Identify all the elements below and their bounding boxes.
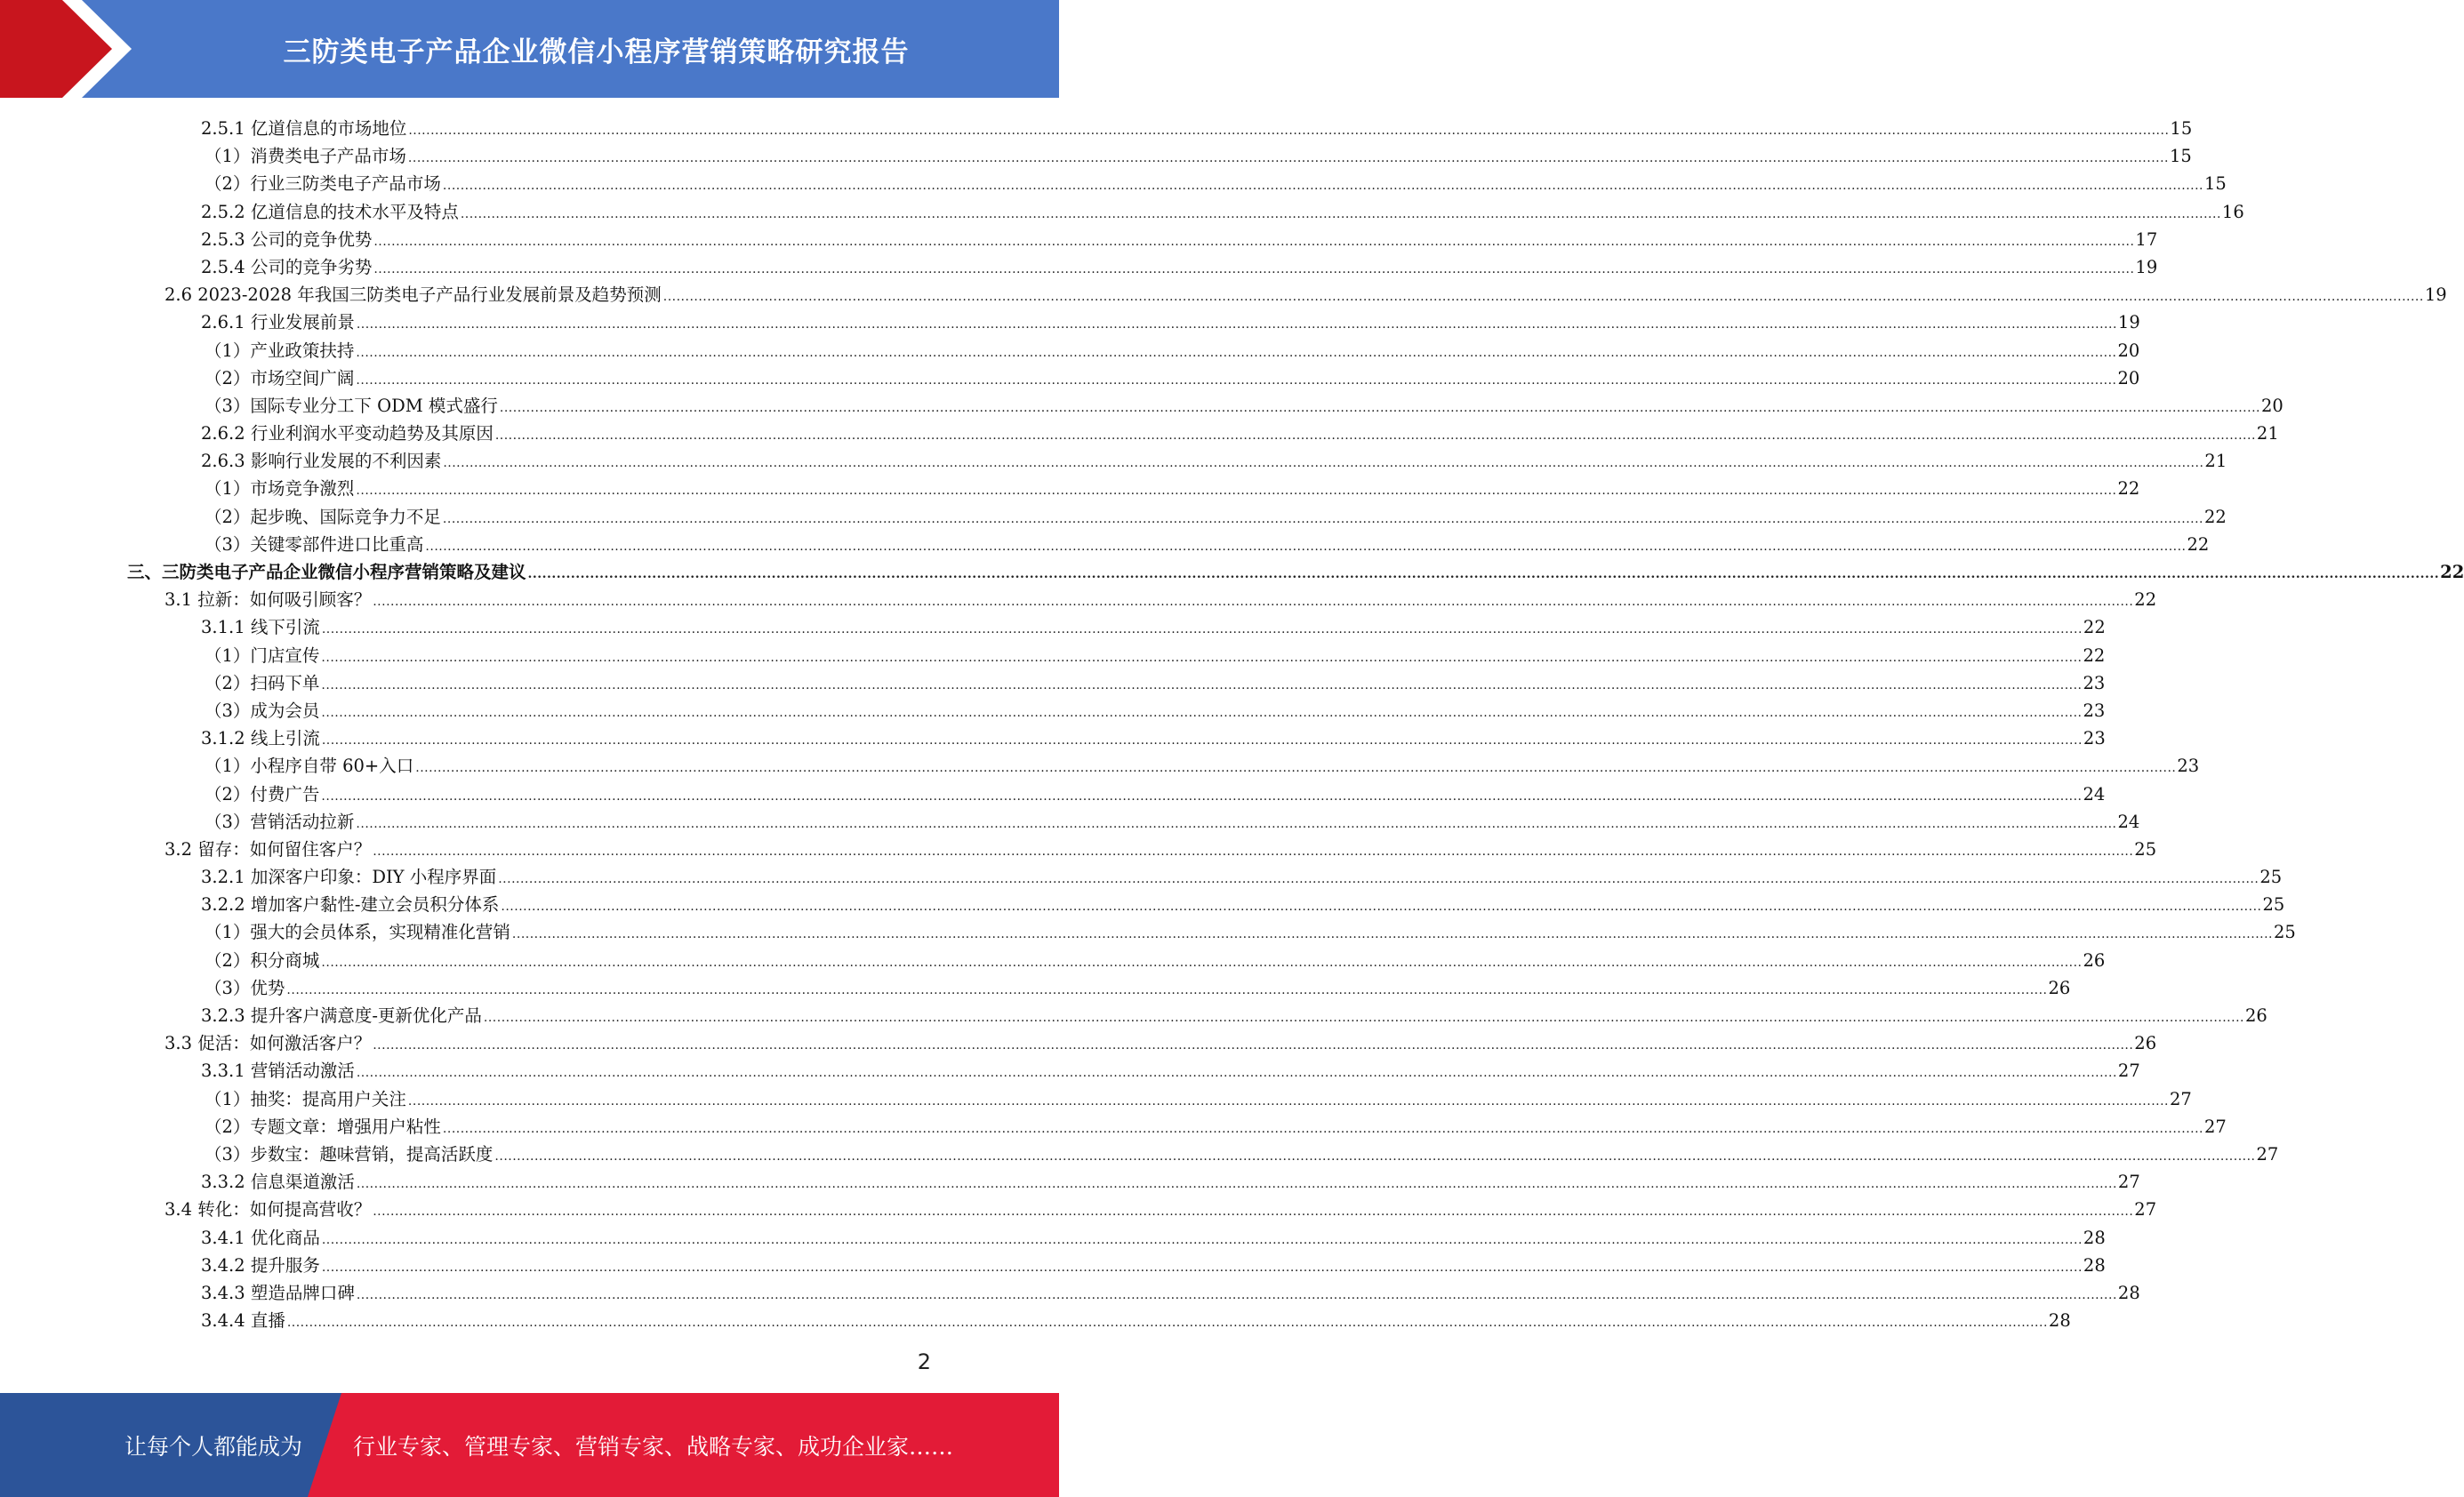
toc-leader-dots: ................................................................................................................................................................................................................................................................................................................................................................................................................ [483, 1011, 2244, 1025]
toc-entry-label: （1）门店宣传 [205, 644, 320, 666]
toc-entry[interactable] [0, 1002, 2267, 1029]
toc-entry-page: 28 [2048, 1310, 2071, 1332]
toc-entry-line [205, 475, 2140, 502]
toc-entry[interactable] [0, 142, 2192, 170]
toc-leader-dots: ................................................................................................................................................................................................................................................................................................................................................................................................................ [356, 484, 2117, 499]
toc-entry[interactable] [0, 697, 2106, 724]
toc-entry-label: 3.2 留存：如何留住客户？ [165, 838, 372, 860]
toc-leader-dots: ................................................................................................................................................................................................................................................................................................................................................................................................................ [373, 1038, 2134, 1053]
toc-entry-line [205, 142, 2192, 170]
toc-entry-label: 3.4.1 优化商品 [201, 1227, 320, 1248]
toc-leader-dots: ................................................................................................................................................................................................................................................................................................................................................................................................................ [373, 844, 2134, 859]
toc-leader-dots: ................................................................................................................................................................................................................................................................................................................................................................................................................ [442, 179, 2203, 194]
toc-entry-line [205, 503, 2227, 531]
toc-entry[interactable] [0, 863, 2283, 891]
toc-entry-label: （2）扫码下单 [205, 672, 320, 693]
toc-entry-page: 24 [2083, 783, 2106, 805]
toc-entry-line [205, 752, 2200, 780]
toc-entry-line [201, 891, 2285, 918]
toc-entry-line [201, 724, 2106, 752]
toc-entry-label: 2.6.2 行业利润水平变动趋势及其原因 [201, 423, 494, 444]
toc-entry[interactable] [0, 1252, 2106, 1279]
toc-entry[interactable] [0, 724, 2106, 752]
toc-entry[interactable] [0, 947, 2106, 974]
toc-entry-label: （1）消费类电子产品市场 [205, 146, 406, 167]
toc-entry-label: （1）产业政策扶持 [205, 340, 355, 361]
toc-entry-line [201, 1002, 2267, 1029]
toc-entry-page: 17 [2135, 228, 2158, 250]
toc-leader-dots: ................................................................................................................................................................................................................................................................................................................................................................................................................ [356, 1287, 2117, 1302]
toc-leader-dots: ................................................................................................................................................................................................................................................................................................................................................................................................................ [356, 372, 2117, 388]
toc-entry[interactable] [0, 642, 2106, 669]
toc-entry-page: 19 [2135, 256, 2158, 277]
toc-leader-dots: ................................................................................................................................................................................................................................................................................................................................................................................................................ [321, 1260, 2083, 1275]
toc-entry-line [201, 226, 2158, 253]
toc-entry-label: 3.1 拉新：如何吸引顾客？ [165, 589, 372, 611]
toc-entry-label: 3.1.1 线下引流 [201, 617, 320, 638]
toc-entry-page: 27 [2204, 1116, 2227, 1137]
toc-entry[interactable] [0, 752, 2200, 780]
toc-entry[interactable] [0, 918, 2296, 946]
toc-entry-line [201, 308, 2140, 336]
toc-entry[interactable] [0, 836, 2157, 863]
toc-entry-line [205, 364, 2140, 392]
toc-entry-line [205, 1085, 2192, 1113]
toc-leader-dots: ................................................................................................................................................................................................................................................................................................................................................................................................................ [511, 927, 2273, 942]
toc-entry[interactable] [0, 1029, 2157, 1057]
toc-entry[interactable] [0, 475, 2140, 502]
toc-entry-page: 26 [2048, 977, 2071, 998]
toc-entry-label: 2.5.2 亿道信息的技术水平及特点 [201, 201, 459, 222]
toc-entry-page: 28 [2117, 1282, 2140, 1303]
toc-entry-label: （3）成为会员 [205, 700, 320, 721]
toc-entry-page: 21 [2204, 451, 2227, 472]
toc-entry-page: 23 [2083, 700, 2106, 721]
toc-entry[interactable] [0, 531, 2210, 558]
toc-entry-label: （1）市场竞争激烈 [205, 478, 355, 500]
toc-entry-line [205, 669, 2106, 697]
toc-entry[interactable] [0, 1196, 2157, 1223]
footer-slogan-right: 行业专家、管理专家、营销专家、战略专家、成功企业家…… [353, 1433, 954, 1460]
toc-entry-label: （2）专题文章：增强用户粘性 [205, 1116, 441, 1137]
toc-entry-label: 3.4 转化：如何提高营收？ [165, 1199, 372, 1221]
toc-entry-line [201, 863, 2283, 891]
toc-leader-dots: ................................................................................................................................................................................................................................................................................................................................................................................................................ [373, 261, 2135, 276]
toc-leader-dots: ................................................................................................................................................................................................................................................................................................................................................................................................................ [442, 1121, 2203, 1136]
toc-entry-label: 3.2.2 增加客户黏性-建立会员积分体系 [201, 894, 500, 916]
toc-entry-page: 22 [2117, 478, 2140, 500]
toc-entry-line [201, 1252, 2106, 1279]
toc-leader-dots: ................................................................................................................................................................................................................................................................................................................................................................................................................ [499, 400, 2260, 415]
toc-entry-page: 15 [2204, 173, 2227, 195]
toc-leader-dots: ................................................................................................................................................................................................................................................................................................................................................................................................................ [407, 1093, 2169, 1109]
toc-entry-line [201, 198, 2244, 226]
toc-entry[interactable] [0, 503, 2227, 531]
toc-entry-page: 25 [2259, 867, 2283, 888]
toc-entry-label: （2）市场空间广阔 [205, 367, 355, 388]
toc-entry-page: 28 [2083, 1254, 2106, 1276]
toc-entry-label: （2）付费广告 [205, 783, 320, 805]
toc-leader-dots: ................................................................................................................................................................................................................................................................................................................................................................................................................ [498, 872, 2259, 887]
toc-entry-label: （3）国际专业分工下 ODM 模式盛行 [205, 395, 498, 416]
toc-entry[interactable] [0, 891, 2285, 918]
toc-entry-page: 25 [2262, 894, 2285, 916]
toc-entry[interactable] [0, 1057, 2140, 1085]
toc-entry-page: 23 [2177, 756, 2200, 777]
toc-entry-line [165, 836, 2157, 863]
toc-entry-page: 19 [2117, 312, 2140, 333]
toc-entry-line [205, 974, 2071, 1002]
toc-entry-label: （2）积分商城 [205, 949, 320, 971]
toc-entry[interactable] [0, 808, 2140, 836]
toc-entry-page: 23 [2083, 728, 2106, 749]
toc-leader-dots: ................................................................................................................................................................................................................................................................................................................................................................................................................ [373, 1205, 2134, 1220]
toc-entry-line [165, 586, 2157, 613]
toc-leader-dots: ................................................................................................................................................................................................................................................................................................................................................................................................................ [321, 705, 2083, 720]
toc-entry-label: 3.2.1 加深客户印象：DIY 小程序界面 [201, 867, 497, 888]
toc-entry[interactable] [0, 253, 2158, 281]
toc-leader-dots: ................................................................................................................................................................................................................................................................................................................................................................................................................ [494, 428, 2256, 444]
toc-entry-label: 2.5.4 公司的竞争劣势 [201, 256, 373, 277]
toc-leader-dots: ................................................................................................................................................................................................................................................................................................................................................................................................................ [356, 1066, 2117, 1081]
toc-leader-dots: ................................................................................................................................................................................................................................................................................................................................................................................................................ [321, 789, 2083, 804]
toc-entry-line [165, 1196, 2157, 1223]
toc-entry-label: 3.4.4 直播 [201, 1310, 285, 1332]
toc-leader-dots: ................................................................................................................................................................................................................................................................................................................................................................................................................ [356, 1177, 2117, 1192]
table-of-contents [0, 115, 2464, 1334]
toc-entry-page: 22 [2083, 644, 2106, 666]
toc-entry[interactable] [0, 447, 2227, 475]
toc-entry-page: 22 [2083, 617, 2106, 638]
toc-entry-line [201, 115, 2193, 142]
toc-entry-page: 15 [2170, 146, 2192, 167]
toc-entry-label: （3）营销活动拉新 [205, 811, 355, 832]
toc-entry-page: 22 [2440, 562, 2464, 582]
toc-entry-label: 2.5.3 公司的竞争优势 [201, 228, 373, 250]
toc-entry-line [205, 781, 2106, 808]
toc-entry-label: （1）抽奖：提高用户关注 [205, 1088, 406, 1109]
toc-entry-label: （1）强大的会员体系，实现精准化营销 [205, 922, 510, 943]
toc-entry-line [201, 420, 2279, 447]
toc-entry-line [201, 253, 2158, 281]
toc-leader-dots: ................................................................................................................................................................................................................................................................................................................................................................................................................ [443, 456, 2204, 471]
toc-entry[interactable] [0, 1168, 2140, 1196]
toc-entry-label: （1）小程序自带 60+入口 [205, 756, 414, 777]
toc-entry-label: 3.2.3 提升客户满意度-更新优化产品 [201, 1005, 482, 1026]
toc-leader-dots: ................................................................................................................................................................................................................................................................................................................................................................................................................ [373, 595, 2134, 610]
toc-entry-label: （3）关键零部件进口比重高 [205, 533, 424, 555]
toc-leader-dots: ................................................................................................................................................................................................................................................................................................................................................................................................................ [356, 317, 2117, 332]
toc-entry[interactable] [0, 226, 2158, 253]
toc-entry[interactable] [0, 558, 2464, 586]
toc-leader-dots: ................................................................................................................................................................................................................................................................................................................................................................................................................ [373, 234, 2135, 249]
toc-entry-page: 26 [2134, 1033, 2157, 1054]
toc-entry-label: 3.3 促活：如何激活客户？ [165, 1033, 372, 1054]
toc-entry-label: 2.5.1 亿道信息的市场地位 [201, 118, 407, 139]
toc-entry-line [205, 392, 2283, 420]
toc-entry[interactable] [0, 308, 2140, 336]
toc-entry-page: 23 [2083, 672, 2106, 693]
toc-entry-page: 27 [2256, 1143, 2279, 1165]
toc-entry-label: 三、三防类电子产品企业微信小程序营销策略及建议 [127, 562, 526, 582]
footer-slogan-left: 让每个人都能成为 [124, 1433, 303, 1460]
toc-leader-dots: ................................................................................................................................................................................................................................................................................................................................................................................................................ [442, 511, 2203, 526]
toc-leader-dots: ................................................................................................................................................................................................................................................................................................................................................................................................................ [407, 151, 2169, 166]
toc-entry-line [205, 808, 2140, 836]
toc-entry-page: 27 [2117, 1061, 2140, 1082]
toc-entry-label: 3.1.2 线上引流 [201, 728, 320, 749]
toc-entry-label: （2）行业三防类电子产品市场 [205, 173, 441, 195]
toc-leader-dots: ................................................................................................................................................................................................................................................................................................................................................................................................................ [286, 982, 2048, 997]
toc-entry-line [165, 281, 2447, 308]
toc-entry-page: 27 [2134, 1199, 2157, 1221]
toc-entry-line [205, 1141, 2279, 1168]
toc-entry-page: 22 [2187, 533, 2210, 555]
toc-entry-label: （2）起步晚、国际竞争力不足 [205, 506, 441, 527]
toc-entry-page: 28 [2083, 1227, 2106, 1248]
toc-entry-label: 2.6.1 行业发展前景 [201, 312, 355, 333]
toc-entry[interactable] [0, 115, 2193, 142]
toc-entry-page: 19 [2424, 284, 2447, 306]
toc-entry-line [201, 1168, 2140, 1196]
toc-leader-dots: ................................................................................................................................................................................................................................................................................................................................................................................................................ [321, 733, 2083, 748]
toc-entry-line [205, 337, 2140, 364]
toc-leader-dots: ................................................................................................................................................................................................................................................................................................................................................................................................................ [501, 900, 2262, 915]
toc-entry-label: 2.6 2023-2028 年我国三防类电子产品行业发展前景及趋势预测 [165, 284, 662, 306]
toc-entry-page: 26 [2083, 949, 2106, 971]
toc-entry[interactable] [0, 586, 2157, 613]
toc-entry-label: 3.4.3 塑造品牌口碑 [201, 1282, 355, 1303]
toc-entry-line [201, 1307, 2071, 1334]
toc-leader-dots: ................................................................................................................................................................................................................................................................................................................................................................................................................ [321, 677, 2083, 692]
toc-leader-dots: ................................................................................................................................................................................................................................................................................................................................................................................................................ [321, 650, 2083, 665]
toc-entry[interactable] [0, 420, 2279, 447]
toc-entry-page: 27 [2170, 1088, 2192, 1109]
toc-entry-line [165, 1029, 2157, 1057]
toc-entry[interactable] [0, 669, 2106, 697]
toc-leader-dots: ................................................................................................................................................................................................................................................................................................................................................................................................................ [408, 124, 2170, 138]
toc-entry-line [205, 947, 2106, 974]
toc-leader-dots: ................................................................................................................................................................................................................................................................................................................................................................................................................ [662, 290, 2424, 305]
toc-entry-page: 15 [2170, 118, 2193, 139]
toc-leader-dots: ................................................................................................................................................................................................................................................................................................................................................................................................................ [415, 761, 2177, 776]
toc-entry-page: 16 [2221, 201, 2244, 222]
page-number: 2 [917, 1349, 931, 1374]
toc-entry-page: 21 [2256, 423, 2279, 444]
toc-entry-line [205, 697, 2106, 724]
toc-leader-dots: ................................................................................................................................................................................................................................................................................................................................................................................................................ [527, 567, 2440, 581]
toc-entry[interactable] [0, 781, 2106, 808]
toc-entry-label: （3）优势 [205, 977, 285, 998]
toc-entry-line [201, 1224, 2106, 1252]
toc-entry[interactable] [0, 613, 2106, 641]
toc-leader-dots: ................................................................................................................................................................................................................................................................................................................................................................................................................ [286, 1316, 2048, 1331]
toc-leader-dots: ................................................................................................................................................................................................................................................................................................................................................................................................................ [356, 345, 2117, 360]
toc-entry-line [201, 447, 2227, 475]
toc-entry-page: 26 [2244, 1005, 2267, 1026]
toc-entry-label: 3.3.1 营销活动激活 [201, 1061, 355, 1082]
toc-entry-line [205, 642, 2106, 669]
toc-entry[interactable] [0, 364, 2140, 392]
toc-leader-dots: ................................................................................................................................................................................................................................................................................................................................................................................................................ [321, 955, 2083, 970]
toc-entry-line [205, 1113, 2227, 1141]
toc-entry-page: 25 [2134, 838, 2157, 860]
toc-entry[interactable] [0, 1307, 2071, 1334]
toc-entry[interactable] [0, 1224, 2106, 1252]
toc-leader-dots: ................................................................................................................................................................................................................................................................................................................................................................................................................ [425, 539, 2187, 554]
toc-entry[interactable] [0, 281, 2447, 308]
toc-entry-line [205, 170, 2227, 197]
toc-entry[interactable] [0, 198, 2244, 226]
toc-entry-page: 24 [2117, 811, 2140, 832]
document-title: 三防类电子产品企业微信小程序营销策略研究报告 [283, 36, 910, 68]
toc-entry[interactable] [0, 1085, 2192, 1113]
toc-entry[interactable] [0, 1113, 2227, 1141]
toc-entry-page: 20 [2117, 367, 2140, 388]
toc-entry-label: 2.6.3 影响行业发展的不利因素 [201, 451, 442, 472]
toc-entry-label: 3.4.2 提升服务 [201, 1254, 320, 1276]
toc-entry-line [201, 613, 2106, 641]
toc-entry-line [127, 558, 2464, 586]
toc-entry-page: 20 [2117, 340, 2140, 361]
toc-leader-dots: ................................................................................................................................................................................................................................................................................................................................................................................................................ [321, 622, 2083, 637]
toc-entry[interactable] [0, 337, 2140, 364]
toc-entry-page: 27 [2117, 1172, 2140, 1193]
toc-entry[interactable] [0, 1141, 2279, 1168]
toc-entry[interactable] [0, 974, 2071, 1002]
header-banner [0, 0, 1059, 98]
footer-banner [0, 1393, 1059, 1497]
toc-entry-page: 22 [2134, 589, 2157, 611]
toc-leader-dots: ................................................................................................................................................................................................................................................................................................................................................................................................................ [356, 816, 2117, 831]
toc-entry-page: 20 [2260, 395, 2283, 416]
toc-leader-dots: ................................................................................................................................................................................................................................................................................................................................................................................................................ [460, 206, 2221, 221]
toc-entry-page: 22 [2204, 506, 2227, 527]
toc-leader-dots: ................................................................................................................................................................................................................................................................................................................................................................................................................ [321, 1232, 2083, 1247]
toc-entry[interactable] [0, 1279, 2140, 1307]
toc-leader-dots: ................................................................................................................................................................................................................................................................................................................................................................................................................ [494, 1149, 2256, 1164]
toc-entry-label: 3.3.2 信息渠道激活 [201, 1172, 355, 1193]
toc-entry-line [201, 1279, 2140, 1307]
toc-entry-line [205, 918, 2296, 946]
toc-entry-line [205, 531, 2210, 558]
toc-entry[interactable] [0, 392, 2283, 420]
toc-entry-page: 25 [2274, 922, 2296, 943]
toc-entry-label: （3）步数宝：趣味营销，提高活跃度 [205, 1143, 494, 1165]
toc-entry[interactable] [0, 170, 2227, 197]
toc-entry-line [201, 1057, 2140, 1085]
